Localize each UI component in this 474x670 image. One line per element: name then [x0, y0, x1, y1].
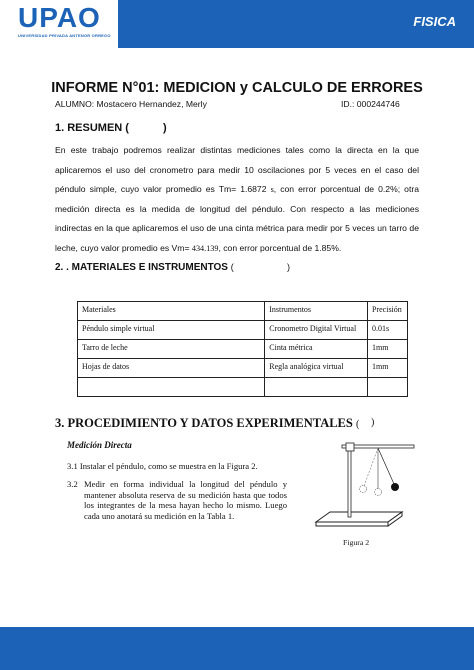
- logo-text: UPAO: [18, 2, 101, 33]
- section-procedimiento-heading: [55, 416, 375, 431]
- step-text: Medir en forma individual la longitud del péndulo y mantener absoluta reserva de su medición hasta que todos los integrantes de la mesa hayan hecho lo mismo. Luego cada uno anotará su medición en la Tabla 1.: [84, 479, 287, 521]
- summary-text-2: , con error porcentual de 0.2%; otra medición directa es la medida de longitud del péndulo. Con respecto a las mediciones indirectas en la que aplicaremos el uso de una cinta métrica para medir por 5 veces un tarro de leche, cuyo valor promedio es Vm=: [55, 184, 419, 253]
- section-resumen-heading: [55, 122, 167, 134]
- table-cell: Tarro de leche: [78, 340, 265, 359]
- student-id: ID.: 000244746: [341, 99, 400, 109]
- table-cell: Regla analógica virtual: [265, 359, 368, 378]
- header-bar: [0, 0, 474, 48]
- heading-paren: ): [371, 417, 375, 428]
- student-name: ALUMNO: Mostacero Hernandez, Merly: [55, 99, 207, 109]
- logo-subtitle: UNIVERSIDAD PRIVADA ANTENOR ORREGO: [18, 33, 111, 38]
- table-header-cell: Precisión: [368, 302, 408, 321]
- section-heading-text: 1. RESUMEN (: [55, 122, 129, 134]
- section-heading-text: 3. PROCEDIMIENTO Y DATOS EXPERIMENTALES: [55, 416, 353, 430]
- materials-table: [77, 301, 408, 397]
- section-heading-text: 2. . MATERIALES E INSTRUMENTOS: [55, 262, 228, 273]
- heading-paren: ): [163, 122, 167, 134]
- step-number: 3.2: [67, 479, 78, 489]
- table-row: [78, 340, 408, 359]
- student-row: [55, 99, 415, 109]
- step-3-1: 3.1 Instalar el péndulo, como se muestra en la Figura 2.: [67, 461, 258, 471]
- heading-paren: (: [230, 262, 234, 272]
- table-cell: Péndulo simple virtual: [78, 321, 265, 340]
- step-3-2: [67, 479, 287, 521]
- report-title: INFORME N°01: MEDICION y CALCULO DE ERRORES: [51, 80, 423, 96]
- heading-paren: (: [355, 419, 360, 430]
- summary-unit: s: [270, 185, 274, 194]
- table-cell: [265, 378, 368, 397]
- table-cell: Cinta métrica: [265, 340, 368, 359]
- table-row: [78, 378, 408, 397]
- table-cell: [78, 378, 265, 397]
- figure-caption: Figura 2: [343, 538, 370, 547]
- table-row: [78, 302, 408, 321]
- summary-value: 434.139: [191, 243, 219, 253]
- university-logo: [0, 0, 118, 48]
- table-cell: Hojas de datos: [78, 359, 265, 378]
- table-cell: Cronometro Digital Virtual: [265, 321, 368, 340]
- summary-text-3: , con error porcentual de 1.85%.: [218, 242, 342, 253]
- table-header-cell: Instrumentos: [265, 302, 368, 321]
- summary-text-1: En este trabajo podremos realizar distintas mediciones tales como la directa en la que aplicaremos el uso del cronometro para medir 10 oscilaciones por 5 veces en el caso del péndulo simple, cuyo valor promedio es Tm= 1.6872: [55, 145, 419, 194]
- table-cell: 1mm: [368, 359, 408, 378]
- section-materiales-heading: [55, 262, 290, 273]
- table-cell: 0.01s: [368, 321, 408, 340]
- footer-bar: [0, 627, 474, 670]
- table-row: [78, 359, 408, 378]
- course-name: FISICA: [413, 14, 456, 29]
- summary-paragraph: [55, 141, 419, 258]
- pendulum-figure: [306, 440, 416, 536]
- subheading-medicion-directa: Medición Directa: [67, 440, 132, 450]
- table-row: [78, 321, 408, 340]
- table-header-cell: Materiales: [78, 302, 265, 321]
- table-cell: [368, 378, 408, 397]
- heading-paren: ): [287, 262, 290, 272]
- table-cell: 1mm: [368, 340, 408, 359]
